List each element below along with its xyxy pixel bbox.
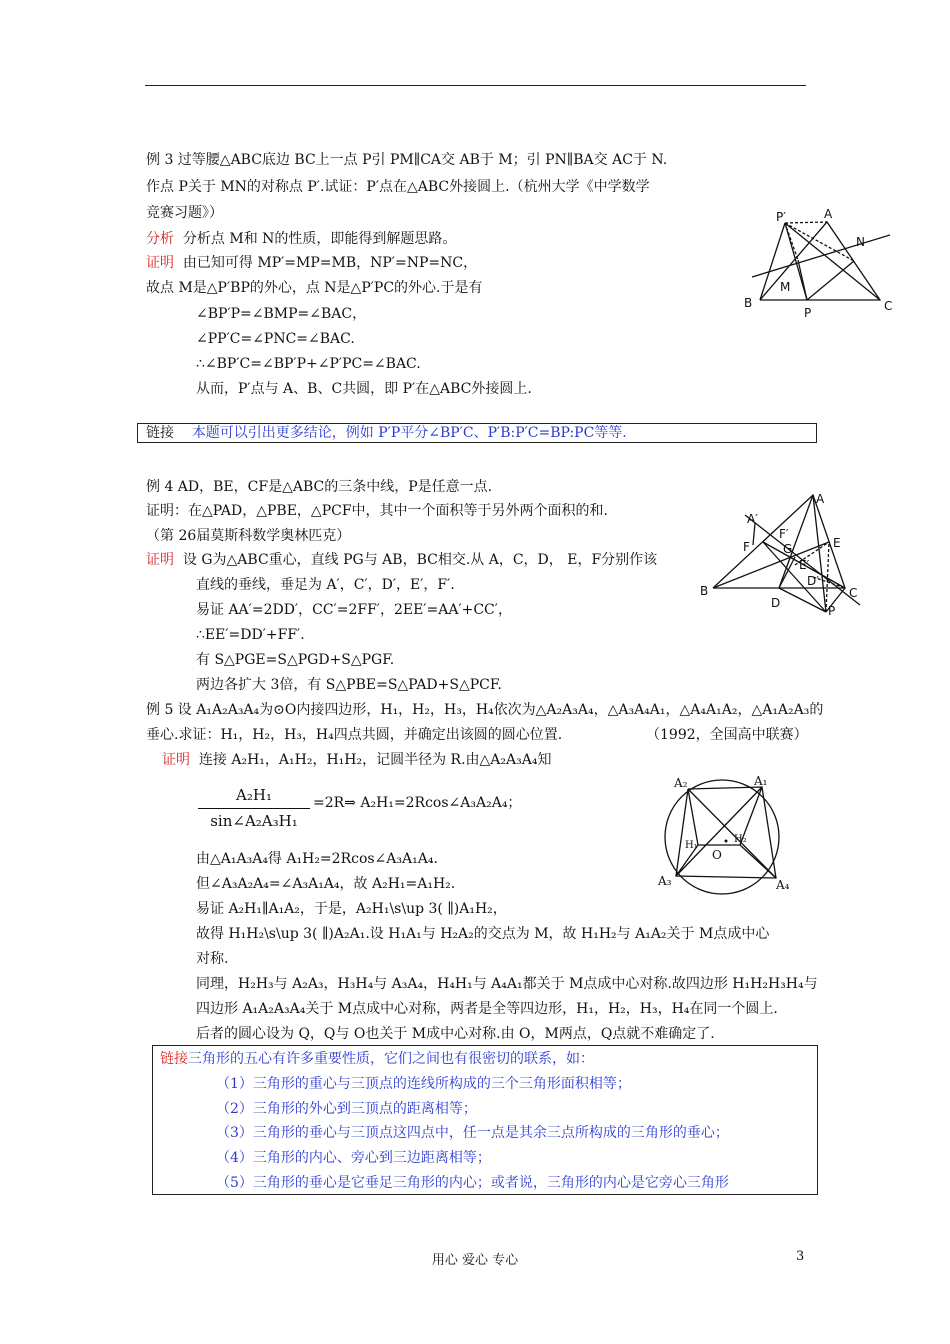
fig1-label-p: P: [804, 306, 812, 320]
ex4-line-2: 证明：在△PAD，△PBE，△PCF中，其中一个面积等于另外两个面积的和.: [146, 503, 608, 519]
fig2-label-aprime: A′: [747, 512, 758, 526]
fig2-label-fprime: F′: [779, 527, 789, 541]
fraction-denominator: sin∠A₂A₃H₁: [210, 812, 298, 830]
ex5-line-8: 故得 H₁H₂\s\up 3( ∥)A₂A₁.设 H₁A₁与 H₂A₂的交点为 M，故 H₁H₂与 A₁A₂关于 M点成中心: [196, 926, 770, 942]
ex3-line-10: ∴∠BP′C=∠BP′P+∠P′PC=∠BAC.: [196, 356, 421, 372]
ex4-line-3: （第 26届莫斯科数学奥林匹克）: [146, 528, 351, 544]
ex5-source: （1992，全国高中联赛）: [646, 727, 808, 743]
link2-intro: [160, 1050, 594, 1068]
link2-item: （1）三角形的重心与三顶点的连线所构成的三个三角形面积相等；: [216, 1076, 631, 1092]
fig1-label-b: B: [744, 296, 753, 310]
ex5-line-7: 易证 A₂H₁∥A₁A₂，于是，A₂H₁\s\up 3( ∥)A₁H₂，: [196, 901, 507, 917]
ex5-line-2: 垂心.求证：H₁，H₂，H₃，H₄四点共圆，并确定出该圆的圆心位置.: [146, 727, 563, 743]
figure-circle-quad: [650, 775, 800, 900]
center-dot: [725, 840, 728, 843]
proof-label: 证明: [162, 752, 190, 768]
fig3-label-o: O: [712, 848, 722, 862]
ex5-line-10: 同理，H₂H₃与 A₂A₃，H₃H₄与 A₃A₄，H₄H₁与 A₄A₁都关于 M点成中心对称.故四边形 H₁H₂H₃H₄与: [196, 976, 818, 992]
figure-triangle-pmn: [740, 205, 900, 320]
ex4-line-7: ∴EE′=DD′+FF′.: [196, 627, 305, 643]
ex5-line-12: 后者的圆心设为 Q，Q与 O也关于 M成中心对称.由 O，M两点，Q点就不难确定了.: [196, 1026, 715, 1042]
page-number: 3: [796, 1249, 805, 1264]
ex3-line-2: 作点 P关于 MN的对称点 P′.试证：P′点在△ABC外接圆上.（杭州大学《中学数学: [146, 179, 650, 195]
fig3-label-a2: A₂: [674, 776, 688, 790]
fig3-label-h1: H₁: [685, 840, 698, 851]
ex4-line-6: 易证 AA′=2DD′，CC′=2FF′，2EE′=AA′+CC′，: [196, 602, 512, 618]
ex3-line-7: 故点 M是△P′BP的外心，点 N是△P′PC的外心.于是有: [146, 280, 483, 296]
link-label: 链接: [146, 425, 174, 441]
fig3-label-a1: A₁: [754, 775, 768, 788]
ex4-line-8: 有 S△PGE=S△PGD+S△PGF.: [196, 652, 395, 668]
fig2-label-d: D: [771, 596, 781, 610]
fig1-label-n: N: [856, 235, 865, 249]
proof-label: 证明: [146, 255, 174, 271]
ex5-line-5: 由△A₁A₃A₄得 A₁H₂=2Rcos∠A₃A₁A₄.: [196, 851, 438, 867]
link2-item: （5）三角形的垂心是它垂足三角形的内心；或者说，三角形的内心是它旁心三角形: [216, 1175, 729, 1191]
fig3-label-a3: A₃: [658, 874, 672, 888]
ex3-line-8: ∠BP′P=∠BMP=∠BAC，: [196, 306, 367, 322]
fig2-label-f: F: [743, 540, 750, 554]
analysis-label: 分析: [146, 231, 174, 247]
ex3-line-3: 竞赛习题》）: [146, 205, 223, 221]
proof-label: 证明: [146, 552, 174, 568]
header-rule: [145, 85, 806, 86]
ex5-line-9: 对称.: [196, 951, 229, 967]
ex4-line-5: 直线的垂线，垂足为 A′，C′，D′，E′，F′.: [196, 577, 455, 593]
ex3-line-1: 例 3 过等腰△ABC底边 BC上一点 P引 PM∥CA交 AB于 M；引 PN∥BA交 AC于 N.: [146, 152, 668, 168]
ex4-proof: [146, 551, 657, 569]
link-text: 本题可以引出更多结论，例如 P′P平分∠BP′C、P′B:P′C=BP:PC等等.: [191, 425, 627, 441]
fraction-rest: =2R⇒ A₂H₁=2Rcos∠A₃A₂A₄；: [313, 795, 522, 811]
fig2-label-eprime: E′: [799, 558, 810, 572]
link2-item: （3）三角形的垂心与三顶点这四点中，任一点是其余三点所构成的三角形的垂心；: [216, 1125, 729, 1141]
ex5-line-1: 例 5 设 A₁A₂A₃A₄为⊙O内接四边形，H₁，H₂，H₃，H₄依次为△A₂A₃A₄，△A₃A₄A₁，△A₄A₁A₂，△A₁A₂A₃的: [146, 702, 824, 718]
ex3-proof: [146, 254, 477, 272]
fig3-label-a4: A₄: [776, 878, 790, 892]
fig2-label-e: E: [833, 536, 841, 550]
proof-text: 由已知可得 MP′=MP=MB，NP′=NP=NC，: [182, 255, 478, 271]
ex3-line-11: 从而，P′点与 A、B、C共圆，即 P′在△ABC外接圆上.: [196, 381, 532, 397]
analysis-text: 分析点 M和 N的性质，即能得到解题思路。: [182, 231, 457, 247]
link2-item: （2）三角形的外心到三顶点的距离相等；: [216, 1101, 477, 1117]
link2-label: 链接: [160, 1051, 188, 1067]
figure-medians: [695, 485, 865, 620]
footer-text: 用心 爱心 专心: [431, 1253, 519, 1268]
fig1-label-pprime: P′: [776, 210, 786, 224]
ex3-analysis: [146, 230, 456, 248]
proof-text: 设 G为△ABC重心，直线 PG与 AB，BC相交.从 A，C，D， E，F分别作该: [182, 552, 658, 568]
link-1: [146, 424, 627, 442]
fig2-label-dprime: D′: [807, 574, 819, 588]
ex5-line-11: 四边形 A₁A₂A₃A₄关于 M点成中心对称，两者是全等四边形，H₁，H₂，H₃，H₄在同一个圆上.: [196, 1001, 778, 1017]
ex3-line-9: ∠PP′C=∠PNC=∠BAC.: [196, 331, 355, 347]
fig2-label-a: A: [816, 492, 825, 506]
fraction-numerator: A₂H₁: [236, 786, 272, 804]
ex5-proof: [162, 751, 551, 769]
fig2-label-g: G: [783, 542, 793, 556]
fig1-label-m: M: [780, 280, 791, 294]
ex4-line-9: 两边各扩大 3倍，有 S△PBE=S△PAD+S△PCF.: [196, 677, 502, 693]
fig2-label-c: C: [849, 586, 858, 600]
ex5-line-6: 但∠A₃A₂A₄=∠A₃A₁A₄，故 A₂H₁=A₁H₂.: [196, 876, 456, 892]
fig2-label-b: B: [700, 584, 709, 598]
ex4-line-1: 例 4 AD，BE，CF是△ABC的三条中线，P是任意一点.: [146, 479, 493, 495]
link2-intro-text: 三角形的五心有许多重要性质，它们之间也有很密切的联系，如：: [188, 1051, 594, 1067]
fig1-label-a: A: [824, 207, 833, 221]
fig1-label-c: C: [884, 299, 893, 313]
fig3-label-h2: H₂: [734, 834, 747, 845]
proof-text: 连接 A₂H₁，A₁H₂，H₁H₂，记圆半径为 R.由△A₂A₃A₄知: [198, 752, 552, 768]
link2-item: （4）三角形的内心、旁心到三边距离相等；: [216, 1150, 491, 1166]
fraction-bar: [198, 808, 310, 809]
fig2-label-p: P: [828, 604, 836, 618]
